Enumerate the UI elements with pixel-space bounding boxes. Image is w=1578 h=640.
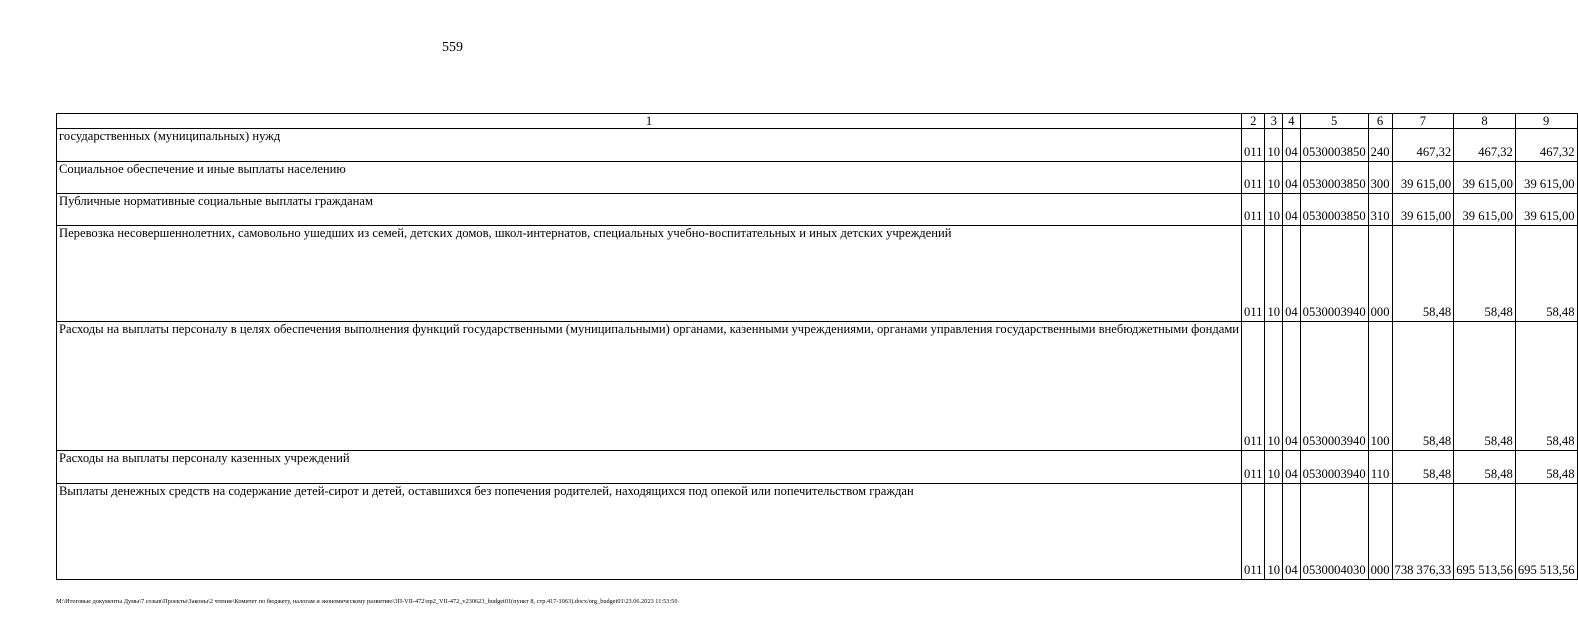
cell-amount-8: 58,48	[1454, 451, 1516, 484]
row-name: Публичные нормативные социальные выплаты гражданам	[57, 194, 1242, 226]
cell-admin-code: 011	[1242, 322, 1265, 451]
cell-amount-7: 467,32	[1392, 129, 1454, 162]
cell-admin-code: 011	[1242, 451, 1265, 484]
cell-amount-7: 58,48	[1392, 322, 1454, 451]
cell-expense-type: 310	[1368, 194, 1392, 226]
cell-subsection: 04	[1283, 451, 1301, 484]
cell-amount-9: 467,32	[1515, 129, 1577, 162]
cell-expense-type: 240	[1368, 129, 1392, 162]
cell-subsection: 04	[1283, 162, 1301, 194]
column-header: 7	[1392, 114, 1454, 129]
cell-amount-8: 58,48	[1454, 322, 1516, 451]
row-name: Перевозка несовершеннолетних, самовольно ушедших из семей, детских домов, школ-интернатов, специальных учебно-воспитательных и иных детских учреждений	[57, 226, 1242, 322]
column-header: 6	[1368, 114, 1392, 129]
column-header: 3	[1265, 114, 1283, 129]
cell-expense-type: 000	[1368, 484, 1392, 580]
cell-amount-7: 39 615,00	[1392, 194, 1454, 226]
cell-target-article: 0530003940	[1300, 322, 1368, 451]
column-header: 2	[1242, 114, 1265, 129]
cell-admin-code: 011	[1242, 129, 1265, 162]
cell-amount-8: 39 615,00	[1454, 194, 1516, 226]
cell-amount-9: 58,48	[1515, 226, 1577, 322]
file-path-footer: M:\Итоговые документы Думы\7 созыв\Проекты\Законы\2 чтение\Комитет по бюджету, налогам и экономическому развитию\3П-VII-472\пр2_VII-472_v230623_budget01(пункт 8, стр.417-1063).docx/org_budget01\23.06.2023 11:53:50	[56, 598, 678, 605]
table-row	[57, 451, 1578, 484]
row-name: Расходы на выплаты персоналу казенных учреждений	[57, 451, 1242, 484]
cell-target-article: 0530003850	[1300, 162, 1368, 194]
row-name: Выплаты денежных средств на содержание детей-сирот и детей, оставшихся без попечения родителей, находящихся под опекой или попечительством граждан	[57, 484, 1242, 580]
cell-amount-8: 58,48	[1454, 226, 1516, 322]
table-row	[57, 129, 1578, 162]
page-number: 559	[442, 40, 463, 55]
cell-subsection: 04	[1283, 322, 1301, 451]
row-name: государственных (муниципальных) нужд	[57, 129, 1242, 162]
column-header: 5	[1300, 114, 1368, 129]
cell-target-article: 0530003850	[1300, 129, 1368, 162]
column-header: 4	[1283, 114, 1301, 129]
cell-subsection: 04	[1283, 226, 1301, 322]
cell-section: 10	[1265, 194, 1283, 226]
cell-target-article: 0530003850	[1300, 194, 1368, 226]
table-row	[57, 162, 1578, 194]
cell-amount-8: 39 615,00	[1454, 162, 1516, 194]
cell-amount-8: 467,32	[1454, 129, 1516, 162]
cell-subsection: 04	[1283, 484, 1301, 580]
cell-target-article: 0530004030	[1300, 484, 1368, 580]
cell-amount-7: 39 615,00	[1392, 162, 1454, 194]
budget-table	[56, 113, 1578, 580]
cell-expense-type: 300	[1368, 162, 1392, 194]
cell-amount-7: 738 376,33	[1392, 484, 1454, 580]
cell-section: 10	[1265, 162, 1283, 194]
cell-subsection: 04	[1283, 129, 1301, 162]
row-name: Расходы на выплаты персоналу в целях обеспечения выполнения функций государственными (муниципальными) органами, казенными учреждениями, органами управления государственными внебюджетными фондами	[57, 322, 1242, 451]
column-header: 8	[1454, 114, 1516, 129]
cell-section: 10	[1265, 226, 1283, 322]
cell-admin-code: 011	[1242, 226, 1265, 322]
cell-amount-9: 695 513,56	[1515, 484, 1577, 580]
table-header-row	[57, 114, 1578, 129]
cell-section: 10	[1265, 129, 1283, 162]
cell-admin-code: 011	[1242, 484, 1265, 580]
cell-amount-7: 58,48	[1392, 451, 1454, 484]
cell-section: 10	[1265, 451, 1283, 484]
cell-expense-type: 100	[1368, 322, 1392, 451]
cell-target-article: 0530003940	[1300, 226, 1368, 322]
cell-amount-9: 39 615,00	[1515, 194, 1577, 226]
cell-section: 10	[1265, 484, 1283, 580]
row-name: Социальное обеспечение и иные выплаты населению	[57, 162, 1242, 194]
cell-amount-8: 695 513,56	[1454, 484, 1516, 580]
cell-subsection: 04	[1283, 194, 1301, 226]
cell-expense-type: 000	[1368, 226, 1392, 322]
cell-expense-type: 110	[1368, 451, 1392, 484]
table-row	[57, 194, 1578, 226]
cell-admin-code: 011	[1242, 194, 1265, 226]
cell-amount-9: 39 615,00	[1515, 162, 1577, 194]
cell-amount-9: 58,48	[1515, 451, 1577, 484]
cell-target-article: 0530003940	[1300, 451, 1368, 484]
table-row	[57, 484, 1578, 580]
column-header: 9	[1515, 114, 1577, 129]
table-row	[57, 226, 1578, 322]
table-row	[57, 322, 1578, 451]
cell-section: 10	[1265, 322, 1283, 451]
cell-admin-code: 011	[1242, 162, 1265, 194]
cell-amount-9: 58,48	[1515, 322, 1577, 451]
cell-amount-7: 58,48	[1392, 226, 1454, 322]
column-header: 1	[57, 114, 1242, 129]
